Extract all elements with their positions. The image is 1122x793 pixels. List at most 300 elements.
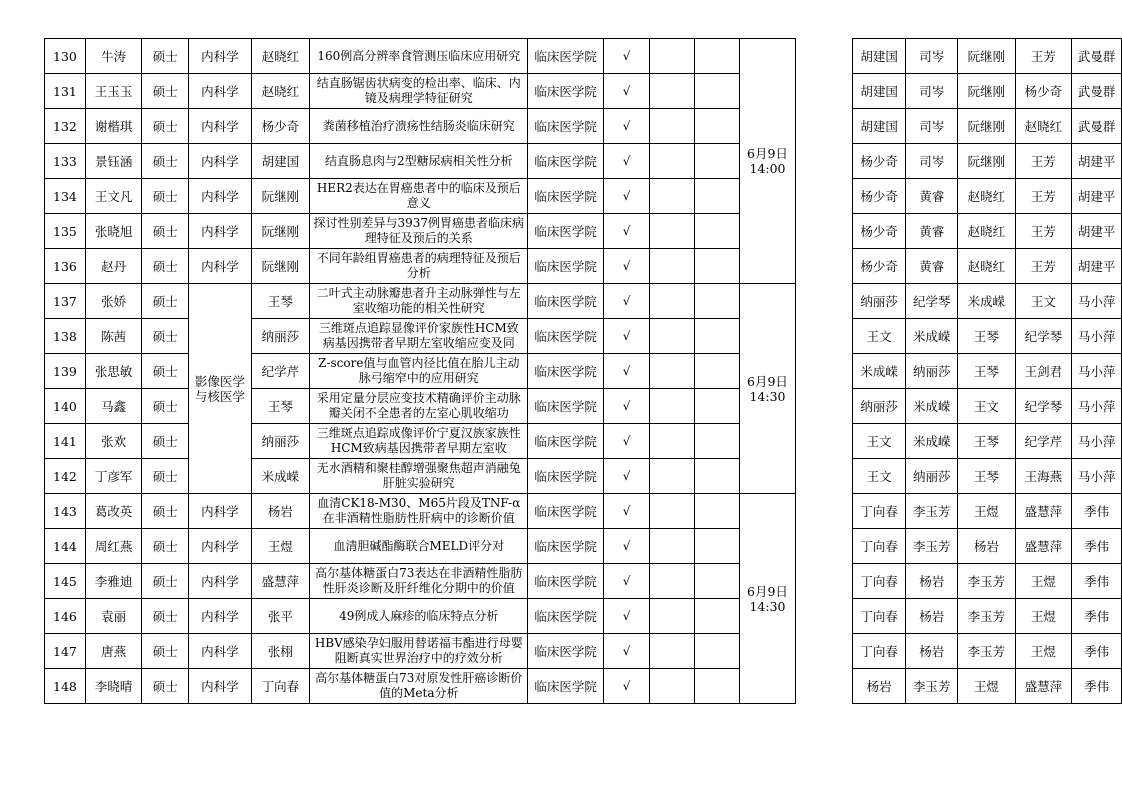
college-name: 临床医学院 xyxy=(528,634,603,669)
committee-member: 司岑 xyxy=(906,144,958,179)
empty-cell xyxy=(694,564,739,599)
student-number: 130 xyxy=(45,39,86,74)
degree-type: 硕士 xyxy=(142,634,189,669)
committee-member: 米成嵘 xyxy=(958,284,1016,319)
advisor-name: 王煜 xyxy=(251,529,310,564)
committee-member: 胡建国 xyxy=(852,74,906,109)
spacer-column xyxy=(796,634,852,669)
table-row xyxy=(45,179,1122,214)
committee-member: 阮继刚 xyxy=(958,109,1016,144)
spacer-column xyxy=(796,669,852,704)
empty-cell xyxy=(694,354,739,389)
advisor-name: 赵晓红 xyxy=(251,39,310,74)
student-name: 王玉玉 xyxy=(85,74,142,109)
student-name: 张欢 xyxy=(85,424,142,459)
degree-type: 硕士 xyxy=(142,74,189,109)
spacer-column xyxy=(796,529,852,564)
empty-cell xyxy=(694,74,739,109)
college-name: 临床医学院 xyxy=(528,144,603,179)
degree-type: 硕士 xyxy=(142,669,189,704)
committee-member: 胡建平 xyxy=(1072,179,1122,214)
empty-cell xyxy=(650,599,695,634)
student-name: 周红燕 xyxy=(85,529,142,564)
advisor-name: 阮继刚 xyxy=(251,179,310,214)
committee-member: 李玉芳 xyxy=(958,634,1016,669)
committee-member: 季伟 xyxy=(1072,494,1122,529)
spacer-column xyxy=(796,494,852,529)
committee-member: 王芳 xyxy=(1015,144,1072,179)
student-number: 139 xyxy=(45,354,86,389)
committee-member: 胡建平 xyxy=(1072,144,1122,179)
college-name: 临床医学院 xyxy=(528,389,603,424)
major: 内科学 xyxy=(189,39,252,74)
empty-cell xyxy=(650,389,695,424)
advisor-name: 杨少奇 xyxy=(251,109,310,144)
committee-member: 胡建国 xyxy=(852,39,906,74)
empty-cell xyxy=(650,319,695,354)
thesis-title: HER2表达在胃癌患者中的临床及预后意义 xyxy=(310,179,528,214)
committee-member: 王琴 xyxy=(958,354,1016,389)
student-number: 147 xyxy=(45,634,86,669)
degree-type: 硕士 xyxy=(142,179,189,214)
committee-member: 黄睿 xyxy=(906,214,958,249)
advisor-name: 纳丽莎 xyxy=(251,319,310,354)
degree-type: 硕士 xyxy=(142,459,189,494)
major: 内科学 xyxy=(189,179,252,214)
committee-member: 王琴 xyxy=(958,459,1016,494)
student-number: 134 xyxy=(45,179,86,214)
table-row xyxy=(45,109,1122,144)
committee-member: 丁向春 xyxy=(852,494,906,529)
thesis-title: 探讨性别差异与3937例胃癌患者临床病理特征及预后的关系 xyxy=(310,214,528,249)
college-name: 临床医学院 xyxy=(528,319,603,354)
degree-type: 硕士 xyxy=(142,529,189,564)
major: 内科学 xyxy=(189,249,252,284)
check-mark: √ xyxy=(603,669,650,704)
committee-member: 杨少奇 xyxy=(852,144,906,179)
thesis-defense-schedule-sheet xyxy=(44,38,1122,704)
check-mark: √ xyxy=(603,214,650,249)
student-name: 马鑫 xyxy=(85,389,142,424)
committee-member: 马小萍 xyxy=(1072,284,1122,319)
advisor-name: 赵晓红 xyxy=(251,74,310,109)
committee-member: 赵晓红 xyxy=(958,214,1016,249)
student-name: 陈茜 xyxy=(85,319,142,354)
advisor-name: 胡建国 xyxy=(251,144,310,179)
empty-cell xyxy=(650,494,695,529)
student-number: 144 xyxy=(45,529,86,564)
thesis-title: 二叶式主动脉瓣患者升主动脉弹性与左室收缩功能的相关性研究 xyxy=(310,284,528,319)
committee-member: 王剑君 xyxy=(1015,354,1072,389)
thesis-title: 血清胆碱酯酶联合MELD评分对 xyxy=(310,529,528,564)
spacer-column xyxy=(796,144,852,179)
advisor-name: 纪学芹 xyxy=(251,354,310,389)
committee-member: 季伟 xyxy=(1072,599,1122,634)
committee-member: 赵晓红 xyxy=(1015,109,1072,144)
thesis-title: 不同年龄组胃癌患者的病理特征及预后分析 xyxy=(310,249,528,284)
major: 内科学 xyxy=(189,109,252,144)
committee-member: 王海燕 xyxy=(1015,459,1072,494)
student-number: 132 xyxy=(45,109,86,144)
advisor-name: 阮继刚 xyxy=(251,214,310,249)
committee-member: 黄睿 xyxy=(906,179,958,214)
empty-cell xyxy=(650,74,695,109)
committee-member: 纳丽莎 xyxy=(852,389,906,424)
thesis-title: 三维斑点追踪显像评价家族性HCM致病基因携带者早期左室收缩应变及同 xyxy=(310,319,528,354)
committee-member: 丁向春 xyxy=(852,529,906,564)
college-name: 临床医学院 xyxy=(528,459,603,494)
committee-member: 王文 xyxy=(958,389,1016,424)
empty-cell xyxy=(650,249,695,284)
empty-cell xyxy=(650,39,695,74)
committee-member: 纳丽莎 xyxy=(852,284,906,319)
committee-member: 王芳 xyxy=(1015,179,1072,214)
college-name: 临床医学院 xyxy=(528,284,603,319)
committee-member: 王琴 xyxy=(958,319,1016,354)
student-number: 146 xyxy=(45,599,86,634)
student-name: 葛改英 xyxy=(85,494,142,529)
spacer-column xyxy=(796,459,852,494)
committee-member: 武曼群 xyxy=(1072,39,1122,74)
empty-cell xyxy=(694,599,739,634)
student-number: 131 xyxy=(45,74,86,109)
committee-member: 李玉芳 xyxy=(958,564,1016,599)
student-number: 136 xyxy=(45,249,86,284)
committee-member: 杨岩 xyxy=(958,529,1016,564)
committee-member: 司岑 xyxy=(906,74,958,109)
college-name: 临床医学院 xyxy=(528,249,603,284)
check-mark: √ xyxy=(603,144,650,179)
empty-cell xyxy=(650,459,695,494)
advisor-name: 杨岩 xyxy=(251,494,310,529)
advisor-name: 丁向春 xyxy=(251,669,310,704)
committee-member: 丁向春 xyxy=(852,599,906,634)
college-name: 临床医学院 xyxy=(528,179,603,214)
empty-cell xyxy=(694,634,739,669)
spacer-column xyxy=(796,424,852,459)
degree-type: 硕士 xyxy=(142,214,189,249)
check-mark: √ xyxy=(603,39,650,74)
spacer-column xyxy=(796,249,852,284)
committee-member: 阮继刚 xyxy=(958,74,1016,109)
degree-type: 硕士 xyxy=(142,109,189,144)
student-number: 135 xyxy=(45,214,86,249)
major: 内科学 xyxy=(189,599,252,634)
degree-type: 硕士 xyxy=(142,319,189,354)
committee-member: 王煜 xyxy=(1015,634,1072,669)
degree-type: 硕士 xyxy=(142,564,189,599)
committee-member: 黄睿 xyxy=(906,249,958,284)
degree-type: 硕士 xyxy=(142,599,189,634)
check-mark: √ xyxy=(603,319,650,354)
advisor-name: 王琴 xyxy=(251,284,310,319)
committee-member: 王煜 xyxy=(958,669,1016,704)
empty-cell xyxy=(650,354,695,389)
committee-member: 王文 xyxy=(852,459,906,494)
college-name: 临床医学院 xyxy=(528,564,603,599)
committee-member: 杨岩 xyxy=(852,669,906,704)
student-name: 丁彦军 xyxy=(85,459,142,494)
committee-member: 王文 xyxy=(852,424,906,459)
empty-cell xyxy=(694,144,739,179)
thesis-title: 无水酒精和聚桂醇增强聚焦超声消融兔肝脏实验研究 xyxy=(310,459,528,494)
degree-type: 硕士 xyxy=(142,354,189,389)
thesis-title: 49例成人麻疹的临床特点分析 xyxy=(310,599,528,634)
committee-member: 米成嵘 xyxy=(906,319,958,354)
committee-member: 武曼群 xyxy=(1072,109,1122,144)
committee-member: 马小萍 xyxy=(1072,319,1122,354)
table-row xyxy=(45,564,1122,599)
student-number: 141 xyxy=(45,424,86,459)
thesis-title: 结直肠锯齿状病变的检出率、临床、内镜及病理学特征研究 xyxy=(310,74,528,109)
committee-member: 王煜 xyxy=(1015,599,1072,634)
check-mark: √ xyxy=(603,424,650,459)
committee-member: 赵晓红 xyxy=(958,249,1016,284)
spacer-column xyxy=(796,354,852,389)
thesis-title: HBV感染孕妇服用替诺福韦酯进行母婴阻断真实世界治疗中的疗效分析 xyxy=(310,634,528,669)
spacer-column xyxy=(796,39,852,74)
committee-member: 丁向春 xyxy=(852,634,906,669)
college-name: 临床医学院 xyxy=(528,669,603,704)
committee-member: 王煜 xyxy=(958,494,1016,529)
advisor-name: 张平 xyxy=(251,599,310,634)
committee-member: 杨少奇 xyxy=(852,249,906,284)
empty-cell xyxy=(694,214,739,249)
committee-member: 盛慧萍 xyxy=(1015,669,1072,704)
degree-type: 硕士 xyxy=(142,389,189,424)
empty-cell xyxy=(694,494,739,529)
thesis-title: 结直肠息肉与2型糖尿病相关性分析 xyxy=(310,144,528,179)
committee-member: 李玉芳 xyxy=(906,669,958,704)
student-number: 148 xyxy=(45,669,86,704)
college-name: 临床医学院 xyxy=(528,214,603,249)
committee-member: 米成嵘 xyxy=(906,424,958,459)
student-number: 142 xyxy=(45,459,86,494)
major: 内科学 xyxy=(189,634,252,669)
table-row xyxy=(45,669,1122,704)
spacer-column xyxy=(796,214,852,249)
spacer-column xyxy=(796,109,852,144)
student-number: 133 xyxy=(45,144,86,179)
empty-cell xyxy=(650,179,695,214)
college-name: 临床医学院 xyxy=(528,109,603,144)
committee-member: 杨少奇 xyxy=(852,214,906,249)
student-name: 唐燕 xyxy=(85,634,142,669)
degree-type: 硕士 xyxy=(142,144,189,179)
empty-cell xyxy=(694,249,739,284)
committee-member: 王芳 xyxy=(1015,39,1072,74)
check-mark: √ xyxy=(603,284,650,319)
empty-cell xyxy=(650,284,695,319)
check-mark: √ xyxy=(603,179,650,214)
empty-cell xyxy=(694,389,739,424)
check-mark: √ xyxy=(603,634,650,669)
defense-time: 6月9日 14:30 xyxy=(739,494,796,704)
committee-member: 李玉芳 xyxy=(906,494,958,529)
committee-member: 胡建国 xyxy=(852,109,906,144)
degree-type: 硕士 xyxy=(142,284,189,319)
table-row xyxy=(45,634,1122,669)
committee-member: 纪学芹 xyxy=(1015,424,1072,459)
check-mark: √ xyxy=(603,599,650,634)
spacer-column xyxy=(796,179,852,214)
empty-cell xyxy=(650,669,695,704)
committee-member: 盛慧萍 xyxy=(1015,494,1072,529)
table-row xyxy=(45,599,1122,634)
check-mark: √ xyxy=(603,529,650,564)
committee-member: 杨少奇 xyxy=(852,179,906,214)
student-name: 谢楷琪 xyxy=(85,109,142,144)
empty-cell xyxy=(650,529,695,564)
degree-type: 硕士 xyxy=(142,39,189,74)
student-number: 137 xyxy=(45,284,86,319)
student-name: 袁丽 xyxy=(85,599,142,634)
committee-member: 米成嵘 xyxy=(906,389,958,424)
major: 内科学 xyxy=(189,564,252,599)
spacer-column xyxy=(796,284,852,319)
table-row xyxy=(45,144,1122,179)
table-row xyxy=(45,214,1122,249)
committee-member: 季伟 xyxy=(1072,669,1122,704)
committee-member: 马小萍 xyxy=(1072,354,1122,389)
committee-member: 米成嵘 xyxy=(852,354,906,389)
table-row xyxy=(45,494,1122,529)
student-name: 张晓旭 xyxy=(85,214,142,249)
student-name: 李雅迪 xyxy=(85,564,142,599)
college-name: 临床医学院 xyxy=(528,354,603,389)
table-row xyxy=(45,529,1122,564)
major: 内科学 xyxy=(189,144,252,179)
check-mark: √ xyxy=(603,494,650,529)
student-number: 138 xyxy=(45,319,86,354)
major: 内科学 xyxy=(189,529,252,564)
empty-cell xyxy=(694,459,739,494)
empty-cell xyxy=(694,109,739,144)
committee-member: 王文 xyxy=(1015,284,1072,319)
advisor-name: 纳丽莎 xyxy=(251,424,310,459)
student-name: 张思敏 xyxy=(85,354,142,389)
committee-member: 胡建平 xyxy=(1072,214,1122,249)
student-name: 王文凡 xyxy=(85,179,142,214)
empty-cell xyxy=(694,424,739,459)
student-name: 牛涛 xyxy=(85,39,142,74)
check-mark: √ xyxy=(603,109,650,144)
committee-member: 阮继刚 xyxy=(958,144,1016,179)
check-mark: √ xyxy=(603,564,650,599)
committee-member: 季伟 xyxy=(1072,564,1122,599)
empty-cell xyxy=(694,529,739,564)
thesis-title: Z-score值与血管内径比值在胎儿主动脉弓缩窄中的应用研究 xyxy=(310,354,528,389)
committee-member: 司岑 xyxy=(906,39,958,74)
check-mark: √ xyxy=(603,354,650,389)
committee-member: 季伟 xyxy=(1072,529,1122,564)
committee-member: 阮继刚 xyxy=(958,39,1016,74)
empty-cell xyxy=(650,634,695,669)
committee-member: 马小萍 xyxy=(1072,424,1122,459)
degree-type: 硕士 xyxy=(142,249,189,284)
thesis-title: 三维斑点追踪成像评价宁夏汉族家族性HCM致病基因携带者早期左室收 xyxy=(310,424,528,459)
empty-cell xyxy=(650,424,695,459)
table-row xyxy=(45,284,1122,319)
committee-member: 赵晓红 xyxy=(958,179,1016,214)
student-number: 140 xyxy=(45,389,86,424)
student-name: 张娇 xyxy=(85,284,142,319)
committee-member: 杨少奇 xyxy=(1015,74,1072,109)
college-name: 临床医学院 xyxy=(528,529,603,564)
college-name: 临床医学院 xyxy=(528,424,603,459)
committee-member: 丁向春 xyxy=(852,564,906,599)
spacer-column xyxy=(796,564,852,599)
college-name: 临床医学院 xyxy=(528,599,603,634)
check-mark: √ xyxy=(603,389,650,424)
schedule-rows xyxy=(45,39,1122,704)
advisor-name: 张栩 xyxy=(251,634,310,669)
committee-member: 杨岩 xyxy=(906,564,958,599)
committee-member: 季伟 xyxy=(1072,634,1122,669)
empty-cell xyxy=(650,564,695,599)
check-mark: √ xyxy=(603,459,650,494)
empty-cell xyxy=(694,179,739,214)
advisor-name: 王琴 xyxy=(251,389,310,424)
student-name: 李晓晴 xyxy=(85,669,142,704)
defense-time: 6月9日 14:00 xyxy=(739,39,796,284)
table-row xyxy=(45,74,1122,109)
committee-member: 武曼群 xyxy=(1072,74,1122,109)
committee-member: 盛慧萍 xyxy=(1015,529,1072,564)
committee-member: 纳丽莎 xyxy=(906,354,958,389)
student-number: 145 xyxy=(45,564,86,599)
check-mark: √ xyxy=(603,74,650,109)
student-number: 143 xyxy=(45,494,86,529)
thesis-title: 高尔基体糖蛋白73对原发性肝癌诊断价值的Meta分析 xyxy=(310,669,528,704)
thesis-title: 采用定量分层应变技术精确评价主动脉瓣关闭不全患者的左室心肌收缩功 xyxy=(310,389,528,424)
advisor-name: 米成嵘 xyxy=(251,459,310,494)
spacer-column xyxy=(796,599,852,634)
committee-member: 马小萍 xyxy=(1072,389,1122,424)
college-name: 临床医学院 xyxy=(528,74,603,109)
major: 内科学 xyxy=(189,74,252,109)
college-name: 临床医学院 xyxy=(528,494,603,529)
spacer-column xyxy=(796,74,852,109)
check-mark: √ xyxy=(603,249,650,284)
committee-member: 王文 xyxy=(852,319,906,354)
empty-cell xyxy=(694,319,739,354)
student-name: 赵丹 xyxy=(85,249,142,284)
major: 内科学 xyxy=(189,494,252,529)
degree-type: 硕士 xyxy=(142,494,189,529)
empty-cell xyxy=(694,284,739,319)
degree-type: 硕士 xyxy=(142,424,189,459)
thesis-title: 粪菌移植治疗溃疡性结肠炎临床研究 xyxy=(310,109,528,144)
table-row xyxy=(45,39,1122,74)
empty-cell xyxy=(650,214,695,249)
spacer-column xyxy=(796,389,852,424)
empty-cell xyxy=(694,39,739,74)
advisor-name: 盛慧萍 xyxy=(251,564,310,599)
table-row xyxy=(45,249,1122,284)
committee-member: 纪学琴 xyxy=(1015,389,1072,424)
thesis-title: 血清CK18-M30、M65片段及TNF-α在非酒精性脂肪性肝病中的诊断价值 xyxy=(310,494,528,529)
college-name: 临床医学院 xyxy=(528,39,603,74)
advisor-name: 阮继刚 xyxy=(251,249,310,284)
committee-member: 司岑 xyxy=(906,109,958,144)
empty-cell xyxy=(650,144,695,179)
committee-member: 杨岩 xyxy=(906,599,958,634)
spacer-column xyxy=(796,319,852,354)
thesis-title: 高尔基体糖蛋白73表达在非酒精性脂肪性肝炎诊断及肝纤维化分期中的价值 xyxy=(310,564,528,599)
defense-schedule-table xyxy=(44,38,1122,704)
major: 内科学 xyxy=(189,669,252,704)
